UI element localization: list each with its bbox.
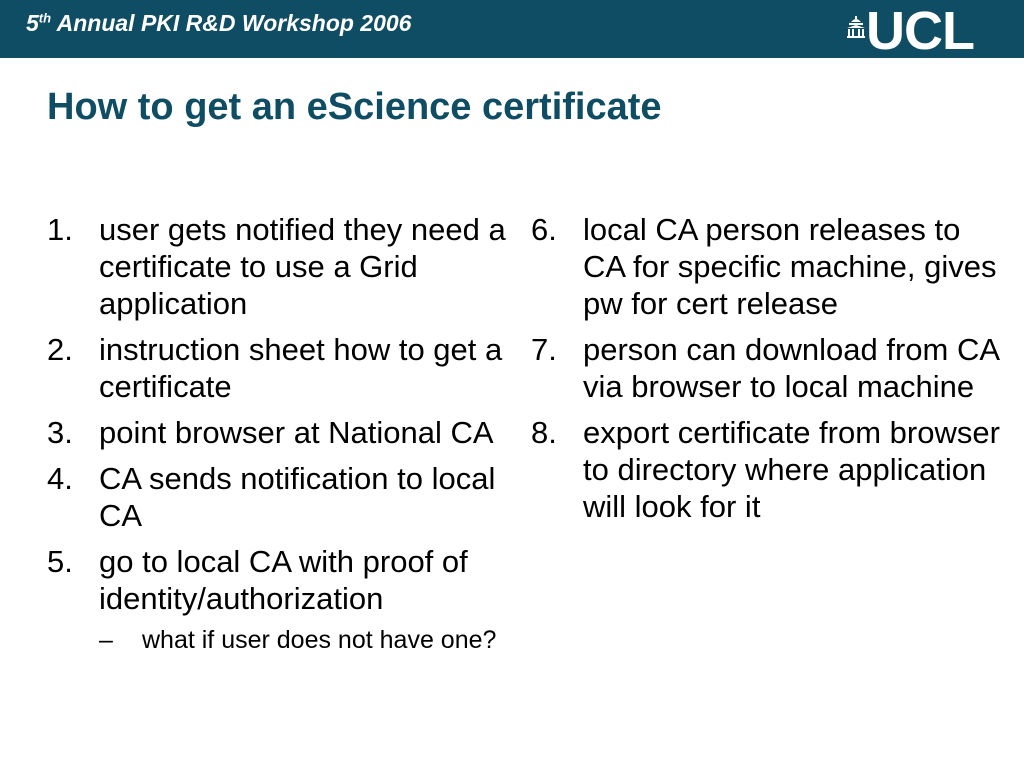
item-number: 5. — [47, 544, 73, 579]
item-number: 1. — [47, 212, 73, 247]
item-number: 2. — [47, 332, 73, 367]
item-text: point browser at National CA — [99, 415, 494, 450]
sub-item-text: what if user does not have one? — [142, 626, 497, 654]
item-text: instruction sheet how to get a certificate — [99, 332, 503, 404]
list-item — [47, 414, 507, 451]
steps-list-left — [47, 211, 507, 656]
header-bar — [0, 0, 1024, 61]
list-item — [531, 331, 1001, 405]
list-item — [47, 543, 507, 617]
item-number: 4. — [47, 461, 73, 496]
list-item — [531, 211, 1001, 322]
sub-list-item — [47, 625, 507, 656]
item-text: user gets notified they need a certificate to use a Grid application — [99, 212, 506, 321]
item-number: 7. — [531, 332, 557, 367]
item-text: person can download from CA via browser to local machine — [583, 332, 999, 404]
ucl-portico-icon — [846, 16, 866, 38]
list-item — [531, 414, 1001, 525]
item-text: export certificate from browser to directory where application will look for it — [583, 415, 1000, 524]
ucl-wordmark: UCL — [866, 1, 974, 61]
list-item — [47, 331, 507, 405]
workshop-title: 5th Annual PKI R&D Workshop 2006 — [26, 10, 412, 36]
item-text: go to local CA with proof of identity/authorization — [99, 544, 468, 616]
item-number: 3. — [47, 415, 73, 450]
steps-list-right — [531, 211, 1001, 534]
list-item — [47, 460, 507, 534]
sub-item-dash: – — [99, 626, 113, 654]
ucl-logo — [846, 1, 996, 61]
slide-title: How to get an eScience certificate — [47, 86, 662, 128]
item-text: local CA person releases to CA for specific machine, gives pw for cert release — [583, 212, 997, 321]
item-number: 8. — [531, 415, 557, 450]
list-item — [47, 211, 507, 322]
item-text: CA sends notification to local CA — [99, 461, 496, 533]
item-number: 6. — [531, 212, 557, 247]
